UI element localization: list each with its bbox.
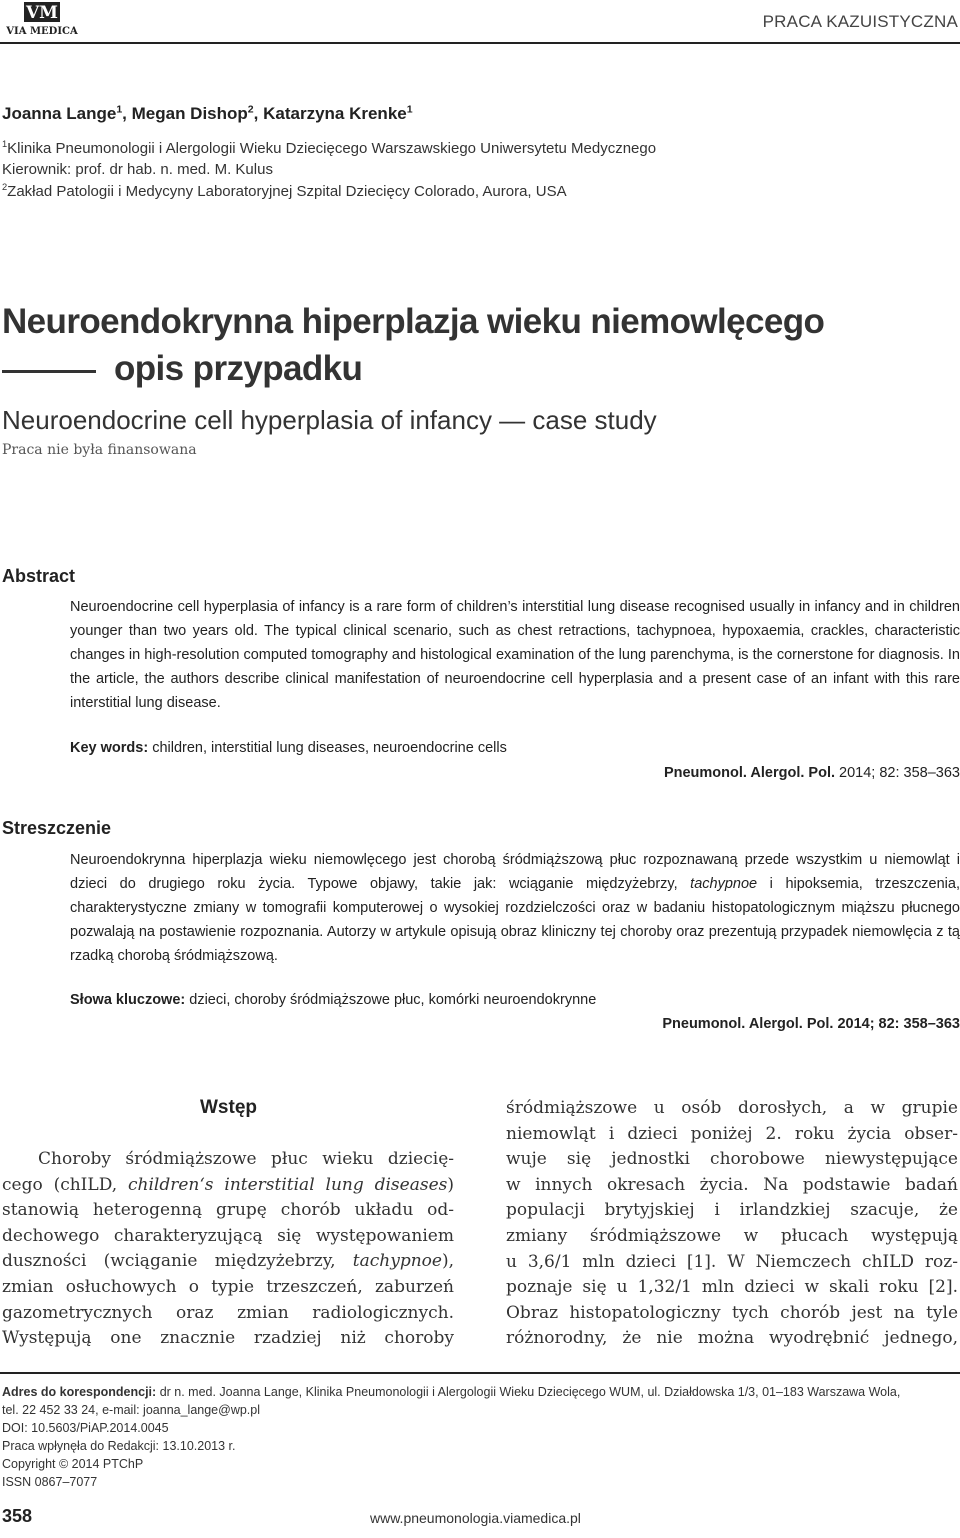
body-text-line: wuje się jednostki chorobowe niewystępujące (506, 1149, 958, 1170)
body-text-line: u 3,6/1 mln dzieci [1]. W Niemczech chILD roz- (506, 1251, 958, 1272)
title-dash (2, 370, 96, 373)
body-text-line: zmian osłuchowych o typie trzeszczeń, zaburzeń (2, 1276, 454, 1297)
body-text-line: Choroby śródmiąższowe płuc wieku dziecię- (38, 1149, 454, 1169)
issn: ISSN 0867–7077 (2, 1475, 98, 1489)
body-text-line: poznaje się u 1,32/1 mln dzieci w skali roku [2]. (506, 1277, 958, 1298)
section-heading-wstep: Wstęp (200, 1097, 257, 1118)
correspondence-address: Adres do korespondencji: dr n. med. Joanna Lange, Klinika Pneumonologii i Alergologii Wieku Dziecięcego WUM, ul. Działdowska 1/3, 01–183 Warszawa Wola, (2, 1385, 901, 1399)
body-text-line: w innych okresach życia. Na podstawie badań (506, 1174, 958, 1195)
correspondence-contact: tel. 22 452 33 24, e-mail: joanna_lange@wp.pl (2, 1403, 261, 1417)
body-text-line: stanowią heterogenną grupę chorób układu od- (2, 1200, 454, 1221)
streszczenie-text: Neuroendokrynna hiperplazja wieku niemowlęcego jest chorobą śródmiąższową płuc rozpoznawaną przede wszystkim u niemowląt i dzieci do drugiego roku życia. Typowe objawy, takie jak: wciąganie międzyżebrzy, tachypnoe i hipoksemia, trzeszczenia, charakterystyczne zmiany w tomografii komputerowej o wysokiej rozdzielczości oraz w badaniu histopatologicznym miąższu płucnego pozwalają na postawienie rozpoznania. Autorzy w artykule opisują obraz kliniczny tej choroby oraz prezentują przypadek niemowlęcia z tą rzadką chorobą śródmiąższową. (70, 852, 960, 964)
streszczenie-citation: Pneumonol. Alergol. Pol. 2014; 82: 358–363 (662, 1016, 960, 1032)
affiliation-head: Kierownik: prof. dr hab. n. med. M. Kulus (2, 161, 273, 178)
footer-divider (0, 1372, 960, 1374)
author-list: Joanna Lange$^1$, Megan Dishop$^2$, Katarzyna Krenke$^1$ (2, 103, 413, 123)
author-affiliation-mark: 1 (406, 103, 413, 116)
received-date: Praca wpłynęła do Redakcji: 13.10.2013 r. (2, 1439, 236, 1453)
body-text-line: dechowego charakteryzującą się występowaniem (2, 1225, 454, 1246)
title-polish-line-2-text: opis przypadku (114, 349, 363, 388)
affiliation-2: $^2$Zakład Patologii i Medycyny Laboratoryjnej Szpital Dziecięcy Colorado, Aurora, USA (2, 182, 567, 200)
author-name: Megan Dishop (131, 104, 248, 123)
body-text-line: zmiany śródmiąższowe w płucach występują (506, 1225, 958, 1246)
via-medica-logo (2, 0, 80, 38)
abstract-text: Neuroendocrine cell hyperplasia of infancy is a rare form of children’s interstitial lung disease recognised usually in infancy and in children younger than two years old. The typical clinical scenario, such as chest retractions, tachypnoea, hypoxaemia, crackles, characteristic changes in high-resolution computed tomography and histological examination of the lung parenchyma, is the cornerstone for diagnosis. In the article, the authors describe clinical manifestation of neuroendocrine cell hyperplasia and a present case of an infant with this rare interstitial lung disease. (70, 599, 960, 711)
title-english: Neuroendocrine cell hyperplasia of infancy — case study (2, 405, 657, 435)
author-name: Katarzyna Krenke (263, 104, 407, 123)
page-number: 358 (2, 1506, 33, 1526)
body-text-line: śródmiąższowe u osób dorosłych, a w grupie (506, 1098, 958, 1118)
abstract-citation: Pneumonol. Alergol. Pol. 2014; 82: 358–363 (663, 765, 960, 781)
abstract-heading: Abstract (2, 566, 76, 586)
doi: DOI: 10.5603/PiAP.2014.0045 (2, 1421, 169, 1435)
affiliation-1: $^1$Klinika Pneumonologii i Alergologii Wieku Dziecięcego Warszawskiego Uniwersytetu Medycznego (2, 139, 657, 157)
body-text-line: Obraz histopatologiczny tych chorób jest na tyle (506, 1302, 958, 1323)
title-polish-line-2 (2, 349, 362, 389)
copyright: Copyright © 2014 PTChP (2, 1457, 144, 1471)
body-text-line: cego (chILD, children‘s interstitial lung diseases) (2, 1174, 455, 1195)
header-divider (0, 42, 960, 44)
body-text-line: Występują one znacznie rzadziej niż choroby (2, 1328, 454, 1349)
body-text-line: populacji brytyjskiej i irlandzkiej szacuje, że (506, 1200, 958, 1221)
via-medica-logo-icon (2, 0, 80, 38)
streszczenie-keywords: Słowa kluczowe: dzieci, choroby śródmiąższowe płuc, komórki neuroendokrynne (70, 992, 597, 1008)
section-label: PRACA KAZUISTYCZNA (762, 12, 958, 31)
body-column-left (2, 1147, 454, 1352)
body-text-line: gazometrycznych oraz zmian radiologicznych. (2, 1302, 454, 1323)
body-text-line: różnorodny, że nie można wyodrębnić jednego, (506, 1328, 958, 1349)
journal-url[interactable]: www.pneumonologia.viamedica.pl (370, 1510, 581, 1526)
title-polish-line-1: Neuroendokrynna hiperplazja wieku niemowlęcego (2, 302, 825, 341)
author-name: Joanna Lange (2, 104, 117, 123)
logo-text: VIA MEDICA (6, 26, 78, 37)
author-affiliation-mark: 1 (116, 103, 123, 116)
abstract-keywords: Key words: children, interstitial lung diseases, neuroendocrine cells (70, 740, 507, 756)
logo-mark: VM (25, 3, 59, 23)
streszczenie-heading: Streszczenie (2, 818, 112, 838)
funding-note: Praca nie była finansowana (2, 442, 197, 458)
body-column-right (506, 1096, 958, 1352)
body-text-line: duszności (wciąganie międzyżebrzy, tachypnoe), (2, 1251, 454, 1272)
body-text-line: niemowląt i dzieci poniżej 2. roku życia obser- (506, 1123, 958, 1144)
author-affiliation-mark: 2 (247, 103, 254, 116)
